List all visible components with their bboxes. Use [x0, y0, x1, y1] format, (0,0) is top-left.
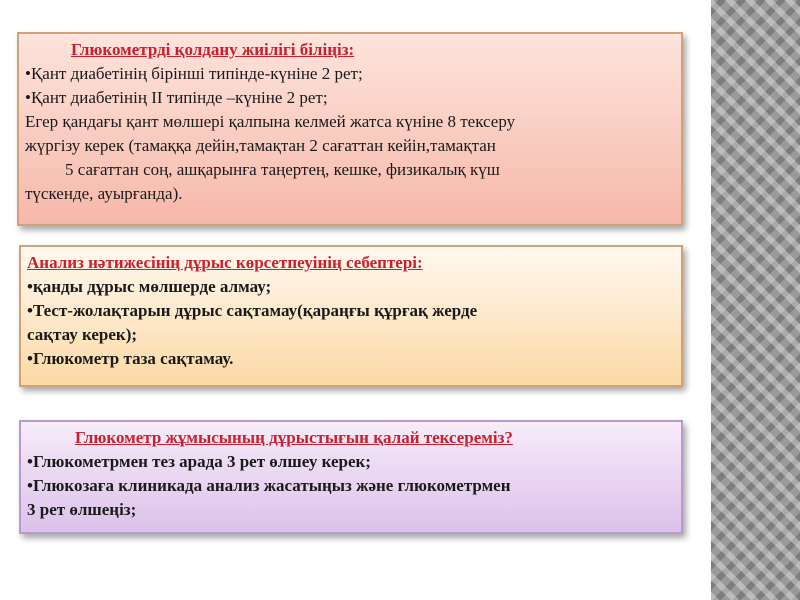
accuracy-check-line-1: •Глюкометрмен тез арада 3 рет өлшеу керек;: [27, 452, 371, 471]
accuracy-check-line-3: 3 рет өлшеңіз;: [27, 500, 137, 519]
frequency-line-3: Егер қандағы қант мөлшері қалпына келмей жатса күніне 8 тексеру: [25, 112, 516, 131]
error-reason-line-2: •Тест-жолақтарын дұрыс сақтамау(қараңғы құрғақ жерде: [27, 301, 478, 320]
accuracy-check-box: [19, 420, 683, 534]
frequency-line-5: 5 сағаттан соң, ашқарынға таңертең, кешке, физикалық күш: [65, 160, 500, 179]
error-reason-line-4: •Глюкометр таза сақтамау.: [27, 349, 234, 368]
frequency-line-4: жүргізу керек (тамаққа дейін,тамақтан 2 сағаттан кейін,тамақтан: [25, 136, 496, 155]
accuracy-check-line-2: •Глюкозаға клиникада анализ жасатыңыз және глюкометрмен: [27, 476, 511, 495]
frequency-line-2: •Қант диабетінің II типінде –күніне 2 рет;: [25, 88, 328, 107]
error-reason-line-3: сақтау керек);: [27, 325, 138, 344]
error-reasons-title: Анализ нәтижесінің дұрыс көрсетпеуінің себептері:: [27, 253, 423, 272]
glucometer-frequency-box: [17, 32, 683, 226]
decorative-stripe: [711, 0, 800, 600]
error-reason-line-1: •қанды дұрыс мөлшерде алмау;: [27, 277, 272, 296]
error-reasons-box: [19, 245, 683, 387]
frequency-title: Глюкометрді қолдану жиілігі біліңіз:: [71, 40, 355, 59]
frequency-line-6: түскенде, ауырғанда).: [25, 184, 183, 203]
frequency-line-1: •Қант диабетінің бірінші типінде-күніне 2 рет;: [25, 64, 363, 83]
accuracy-check-title: Глюкометр жұмысының дұрыстығын қалай тексереміз?: [75, 428, 513, 447]
